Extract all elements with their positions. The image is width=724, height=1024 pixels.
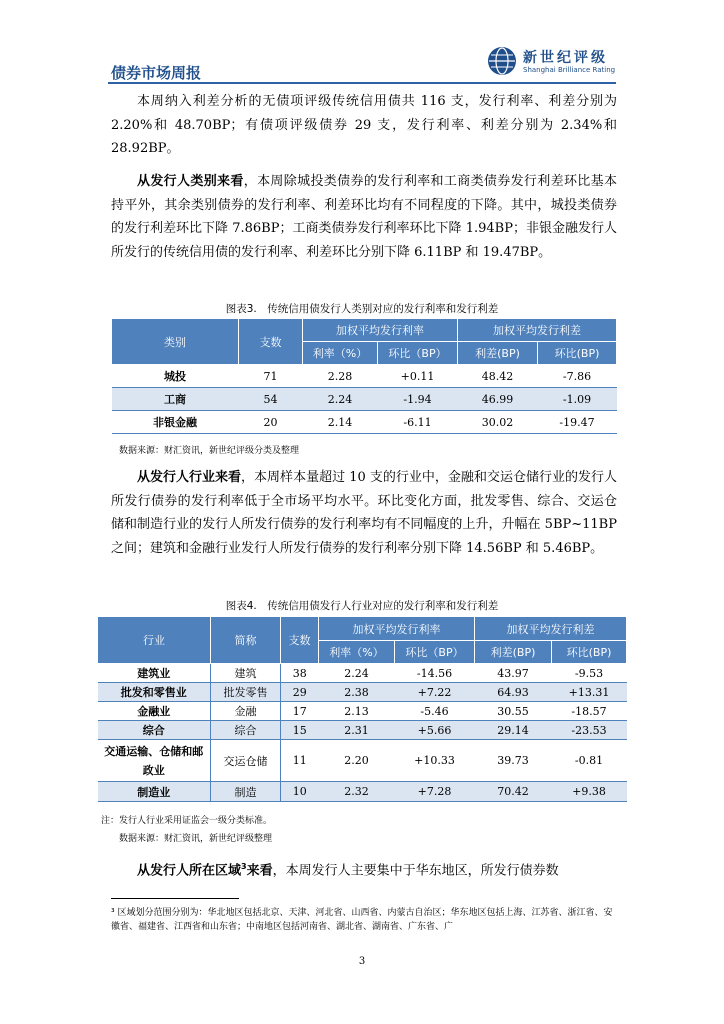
table-row [98,664,627,683]
table4-cell-rate-change: -14.56 [395,664,475,683]
table4-header-rate-change: 环比（BP） [395,641,475,664]
table4-cell-count: 15 [281,721,319,740]
table3-header-rate: 利率（%） [303,342,378,365]
paragraph-issuer-region [111,855,617,883]
table4-cell-count: 29 [281,683,319,702]
table3-cell-spread-change: -1.09 [538,388,617,411]
report-title: 债券市场周报 [111,64,202,82]
table4-header-abbr: 简称 [211,617,281,664]
paragraph-lead: 从发行人所在区域 [137,863,242,879]
table4-cell-rate-change: +5.66 [395,721,475,740]
footnote: ³ 区域划分范围分别为：华北地区包括北京、天津、河北省、山西省、内蒙古自治区；华东地区包括上海、江苏省、浙江省、安徽省、福建省、江西省和山东省；中南地区包括河南省、湖北省、湖南省、广东省、广 [111,908,613,932]
table4-header-spread: 利差(BP) [475,641,552,664]
table3-header-spread: 利差(BP) [458,342,538,365]
table3-header-count: 支数 [239,319,303,365]
table4-cell-spread: 39.73 [475,740,552,782]
table4-cell-count: 17 [281,702,319,721]
table3-source: 数据来源：财汇资讯，新世纪评级分类及整理 [119,446,300,456]
table3-header-spread-change: 环比(BP) [538,342,617,365]
paragraph-issuer-industry [111,466,617,560]
table4-cell-abbr: 金融 [211,702,281,721]
table4-cell-rate-change: -5.46 [395,702,475,721]
table3-cell-rate-change: -6.11 [378,411,458,434]
table4-cell-abbr: 批发零售 [211,683,281,702]
logo-english-name: Shanghai Brilliance Rating [523,66,616,74]
table4-cell-spread-change: +13.31 [552,683,627,702]
table4-cell-industry: 综合 [98,721,211,740]
paragraph-body: ，本周除城投类债券的发行利率和工商类债券发行利差环比基本持平外，其余类别债券的发行利率、利差环比均有不同程度的下降。其中，城投类债券的发行利差环比下降 7.86BP；工商类债券发行利率环比下降 1.94BP；非银金融发行人所发行的传统信用债的发行利率、利差环比分别下降 6.11BP 和 19.47BP。 [111,174,617,260]
table4-header-spread-group: 加权平均发行利差 [475,617,627,641]
table4-cell-count: 11 [281,740,319,782]
table4-cell-abbr: 综合 [211,721,281,740]
table4-cell-spread-change: -18.57 [552,702,627,721]
table3-cell-count: 71 [239,365,303,388]
table3-cell-spread-change: -19.47 [538,411,617,434]
table-row [98,683,627,702]
paragraph-lead: 从发行人类别来看 [137,174,244,189]
table4-cell-spread: 29.14 [475,721,552,740]
table4-cell-industry: 批发和零售业 [98,683,211,702]
footnote-reference: 3 [241,862,247,871]
table4-cell-rate: 2.31 [319,721,395,740]
table4-cell-spread-change: -23.53 [552,721,627,740]
table3-cell-category: 非银金融 [112,411,239,434]
table3-header-category: 类别 [112,319,239,365]
table4-cell-rate-change: +10.33 [395,740,475,782]
table4-cell-rate: 2.20 [319,740,395,782]
table4-source: 数据来源：财汇资讯，新世纪评级整理 [119,834,273,844]
globe-logo-icon [487,46,517,76]
table4-note: 注：发行人行业采用证监会一级分类标准。 [101,816,273,826]
company-logo [487,44,617,78]
table3-header-rate-group: 加权平均发行利率 [303,319,458,342]
table4-cell-count: 38 [281,664,319,683]
table4-cell-spread-change: -0.81 [552,740,627,782]
table3 [111,318,617,434]
table3-cell-spread: 30.02 [458,411,538,434]
page-number: 3 [358,956,366,967]
paragraph-body: ，本周样本量超过 10 支的行业中，金融和交运仓储行业的发行人所发行债券的发行利率低于全市场平均水平。环比变化方面，批发零售、综合、交运仓储和制造行业的发行人所发行债券的发行利率均有不同幅度的上升，升幅在 5BP~11BP 之间；建筑和金融行业发行人所发行债券的发行利率分别下降 14.56BP 和 5.46BP。 [111,470,617,556]
table4-cell-abbr: 制造 [211,782,281,802]
table-row [98,721,627,740]
table-row [112,365,617,388]
table4-cell-industry: 交通运输、仓储和邮政业 [98,740,211,782]
table4-header-rate-group: 加权平均发行利率 [319,617,475,641]
table3-cell-category: 工商 [112,388,239,411]
table3-cell-category: 城投 [112,365,239,388]
table4-cell-spread-change: -9.53 [552,664,627,683]
table4-cell-rate: 2.32 [319,782,395,802]
table3-cell-count: 20 [239,411,303,434]
table4-cell-rate: 2.24 [319,664,395,683]
table4-cell-spread: 30.55 [475,702,552,721]
table4-cell-industry: 制造业 [98,782,211,802]
table4-header-industry: 行业 [98,617,211,664]
paragraph-summary: 本周纳入利差分析的无债项评级传统信用债共 116 支，发行利率、利差分别为 2.20%和 48.70BP；有债项评级债券 29 支，发行利率、利差分别为 2.34%和 28.92BP。 [111,94,617,156]
table3-header-rate-change: 环比（BP） [378,342,458,365]
footnote-divider [111,898,239,899]
paragraph-issuer-category [111,170,617,264]
table4-header-spread-change: 环比(BP) [552,641,627,664]
table4-cell-abbr: 交运仓储 [211,740,281,782]
table4-header-rate: 利率（%） [319,641,395,664]
paragraph-lead-suffix: 来看 [246,863,273,879]
table4-header-count: 支数 [281,617,319,664]
header-divider [108,82,616,84]
table4-cell-industry: 建筑业 [98,664,211,683]
table4-cell-rate: 2.13 [319,702,395,721]
table4-cell-rate: 2.38 [319,683,395,702]
table3-cell-spread: 46.99 [458,388,538,411]
paragraph-body: ，本周发行人主要集中于华东地区，所发行债券数 [272,863,559,879]
logo-chinese-name: 新世纪评级 [523,50,608,66]
table3-caption: 图表3. 传统信用债发行人类别对应的发行利率和发行利差 [225,303,499,315]
table3-cell-spread-change: -7.86 [538,365,617,388]
table4-cell-abbr: 建筑 [211,664,281,683]
table3-header-spread-group: 加权平均发行利差 [458,319,617,342]
table3-cell-spread: 48.42 [458,365,538,388]
table-row [112,411,617,434]
table3-cell-rate: 2.28 [303,365,378,388]
table4-cell-rate-change: +7.28 [395,782,475,802]
table3-cell-rate-change: +0.11 [378,365,458,388]
table-row [98,782,627,802]
table4-cell-spread: 43.97 [475,664,552,683]
table3-cell-count: 54 [239,388,303,411]
table-row [98,740,627,782]
table3-cell-rate-change: -1.94 [378,388,458,411]
table3-cell-rate: 2.24 [303,388,378,411]
table-row [112,388,617,411]
table4-cell-industry: 金融业 [98,702,211,721]
table4-cell-spread-change: +9.38 [552,782,627,802]
table-row [98,702,627,721]
table4-cell-spread: 70.42 [475,782,552,802]
table3-cell-rate: 2.14 [303,411,378,434]
table4-cell-spread: 64.93 [475,683,552,702]
table4-caption: 图表4. 传统信用债发行人行业对应的发行利率和发行利差 [225,600,499,612]
table4-cell-count: 10 [281,782,319,802]
table4-cell-rate-change: +7.22 [395,683,475,702]
table4 [97,616,627,802]
paragraph-lead: 从发行人行业来看 [137,470,242,485]
